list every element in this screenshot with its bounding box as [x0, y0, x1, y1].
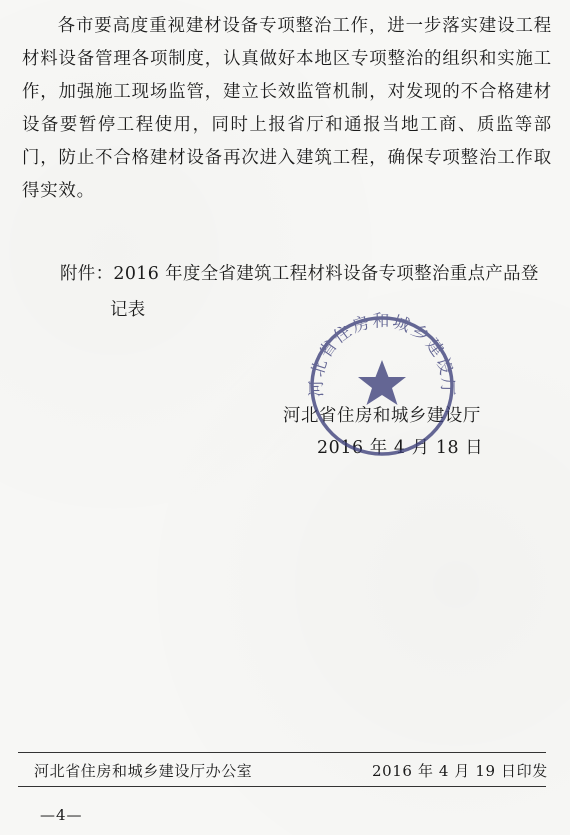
issuer-name: 河北省住房和城乡建设厅 [283, 406, 481, 426]
star-icon [358, 360, 406, 405]
seal-text: 河北省住房和城乡建设厅 [306, 311, 458, 398]
footer-bottom-rule [18, 786, 546, 787]
footer-office: 河北省住房和城乡建设厅办公室 [34, 762, 253, 780]
attachment-line-2: 记表 [110, 300, 146, 320]
attachment-line-1: 附件：2016 年度全省建筑工程材料设备专项整治重点产品登 [60, 264, 539, 284]
official-seal [302, 308, 462, 458]
footer-top-rule [18, 752, 546, 753]
attachment-note [60, 256, 540, 328]
page-number: —4— [40, 806, 83, 824]
body-paragraph: 各市要高度重视建材设备专项整治工作，进一步落实建设工程材料设备管理各项制度，认真做好本地区专项整治的组织和实施工作，加强施工现场监管，建立长效监管机制，对发现的不合格建材设备要暂停工程使用，同时上报省厅和通报当地工商、质监等部门，防止不合格建材设备再次进入建筑工程，确保专项整治工作取得实效。 [22, 16, 552, 201]
footer-printed-date: 2016 年 4 月 19 日印发 [372, 762, 548, 780]
issue-date: 2016 年 4 月 18 日 [317, 438, 484, 458]
